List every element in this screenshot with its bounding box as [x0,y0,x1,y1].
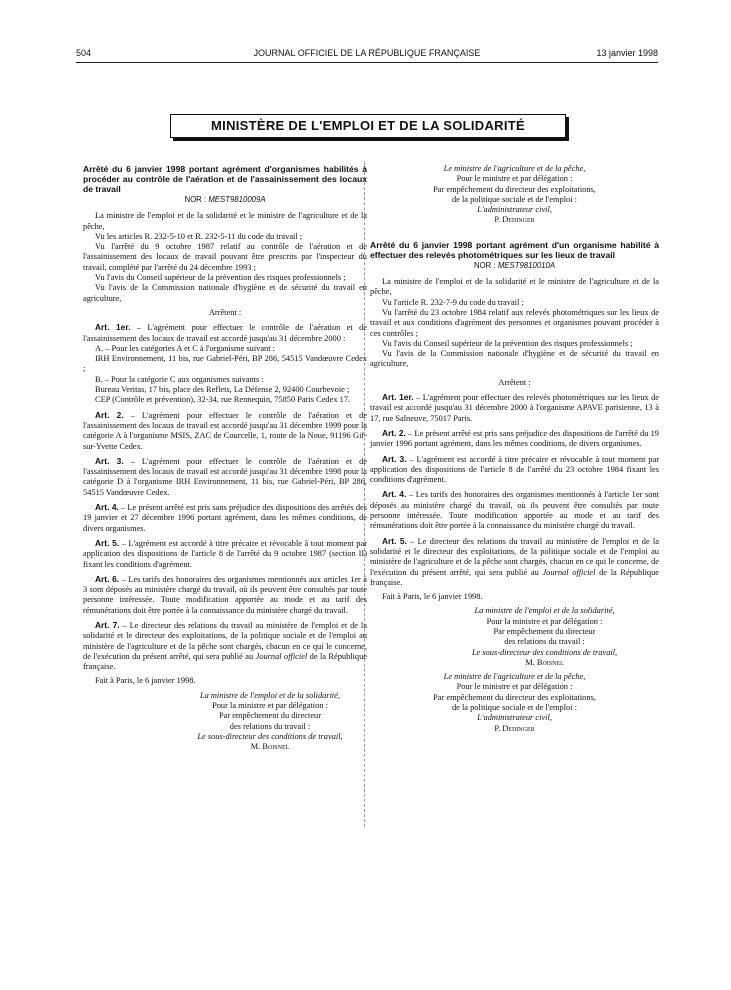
decree-title: Arrêté du 6 janvier 1998 portant agrément d'organismes habilités à procéder au contrôle de l'aération et de l'assainissement des locaux de travail [83,164,367,194]
article-3 [370,454,659,486]
article-label: Art. 6. [95,573,120,584]
ministry-heading: MINISTÈRE DE L'EMPLOI ET DE LA SOLIDARITÉ [170,114,566,138]
article-1 [83,322,367,344]
signatory-title: La ministre de l'emploi et de la solidarité, [199,690,341,700]
right-column [370,164,659,734]
journal-title: JOURNAL OFFICIEL DE LA RÉPUBLIQUE FRANÇAISE [253,48,481,58]
signatory-line: de la politique sociale et de l'emploi : [451,703,577,713]
article-label: Art. 3. [382,453,407,464]
nor-code: MEST9810010A [497,260,556,270]
article-4 [83,502,367,534]
signatory-line: de la politique sociale et de l'emploi : [451,194,577,204]
nor-reference [83,195,367,205]
article-text: – L'agrément est accordé à titre précaire et révocable à tout moment par application des dispositions de l'article 8 de l'arrêté du 9 octobre 1987 (section II) fixant les conditions d'agrément. [83,538,367,569]
page-number: 504 [76,48,92,58]
signatory-line: Par empêchement du directeur des exploitations, [433,184,596,194]
signatory-title: Le ministre de l'agriculture et de la pêche, [443,672,586,682]
journal-officiel-ref: Journal officiel [542,567,596,577]
article-item: A. – Pour les catégories A et C à l'organisme suivant : [95,343,275,353]
arretent: Arrêtent : [498,377,531,387]
article-2 [370,428,659,450]
signatory-line: des relations du travail : [229,721,311,731]
nor-label: NOR : [184,195,207,204]
signature-place-date: Fait à Paris, le 6 janvier 1998. [95,676,196,686]
preamble: La ministre de l'emploi et de la solidarité et le ministre de l'agriculture et de la pêche, [83,211,367,231]
signatory-title: L'administrateur civil, [477,713,552,723]
visa: Vu l'article R. 232-7-9 du code du travail ; [382,297,524,307]
article-text: – Les tarifs des honoraires des organismes mentionnés aux articles 1er à 3 sont déposés au ministère chargé du travail, où ils peuvent être consultés par toute personne intéressée. Toute modification apportée au mode et au tarif des rémunérations doit être portée à la connaissance du ministère chargé du travail. [83,574,367,615]
visa: Vu l'avis de la Commission nationale d'hygiène et de sécurité du travail en agriculture, [370,349,659,369]
signatory-line: Pour la ministre et par délégation : [486,616,603,626]
article-item: Bureau Veritas, 17 bis, place des Reflets, La Défense 2, 92400 Courbevoie ; [95,385,350,395]
carryover-signature-block [370,164,659,226]
article-1 [370,392,659,424]
issue-date: 13 janvier 1998 [596,48,658,58]
signatory-line: Pour le ministre et par délégation : [456,682,573,692]
nor-code: MEST9810009A [208,195,266,204]
page-header [76,48,658,62]
article-item: IRH Environnement, 11 bis, rue Gabriel-Péri, BP 286, 54515 Vandœuvre Cedex ; [83,354,367,374]
article-label: Art. 4. [382,489,407,500]
signatory-name: M. Boisnel [525,657,564,667]
article-text: – Le directeur des relations du travail au ministère de l'emploi et de la solidarité et le directeur des exploitations, de la politique sociale et de l'emploi au ministère de l'agriculture et de la pêche sont chargés, chacun en ce qui le concerne, de l'exécution du présent arrêté, qui sera publié au [370,536,659,577]
article-label: Art. 7. [95,619,120,630]
nor-label: NOR : [473,260,496,270]
preamble: La ministre de l'emploi et de la solidarité et le ministre de l'agriculture et de la pêche, [370,277,659,297]
visa: Vu l'avis du Conseil supérieur de la prévention des risques professionnels ; [382,338,633,348]
signatory-title: La ministre de l'emploi et de la solidarité, [474,606,615,616]
signature-block [173,691,367,753]
article-label: Art. 1er. [382,392,414,403]
arretent: Arrêtent : [208,307,242,317]
visa: Vu l'arrêté du 9 octobre 1987 relatif au contrôle de l'aération et de l'assainissement des locaux de travail pouvant être prescrits par l'inspecteur du travail, complété par l'arrêté du 24 décembre 1993 ; [83,242,367,272]
visa: Vu l'avis du Conseil supérieur de la prévention des risques professionnels ; [95,273,346,283]
article-item: B. – Pour la catégorie C aux organismes suivants : [95,374,264,384]
article-text: – L'agrément est accordé à titre précaire et révocable à tout moment par application des dispositions de l'article 8 de l'arrêté du 23 octobre 1984 fixant les conditions d'agrément. [370,454,659,485]
signature-block [370,672,659,734]
article-text: de la République française. [370,567,660,587]
visa: Vu l'avis de la Commission nationale d'hygiène et de sécurité du travail en agriculture, [83,283,367,303]
article-text: – L'agrément pour effectuer le contrôle de l'aération et de l'assainissement des locaux de travail est accordé jusqu'au 31 décembre 1998 pour la catégorie D à l'organisme IRH Environnement, 11 bis, rue Gabriel-Péri, BP 286, 54515 Vandœuvre Cedex. [83,456,367,497]
article-5 [83,538,367,570]
article-text: – Le présent arrêté est pris sans préjudice des dispositions des arrêtés des 19 janvier et 27 décembre 1996 portant agrément, dans les mêmes conditions, de divers organismes. [83,503,367,533]
left-column [83,164,367,753]
article-7 [83,620,367,672]
signatory-line: Pour la ministre et par délégation : [212,701,328,711]
journal-officiel-ref: Journal officiel [255,651,308,661]
signatory-line: Par empêchement du directeur des exploitations, [433,692,596,702]
signatory-title: L'administrateur civil, [477,205,552,215]
signatory-line: des relations du travail : [504,637,585,647]
signatory-title: Le sous-directeur des conditions de travail, [197,731,343,741]
article-text: de la République française. [83,651,368,672]
signatory-name: P. Dedinger [494,215,535,225]
signatory-line: Par empêchement du directeur [218,711,322,721]
article-text: – Le présent arrêté est pris sans préjudice des dispositions de l'arrêté du 19 janvier 1996 portant agrément, dans les mêmes conditions, de divers organismes. [370,428,659,449]
article-label: Art. 5. [382,535,407,546]
article-4 [370,489,659,531]
article-label: Art. 1er. [95,322,131,333]
header-rule [76,62,658,63]
article-text: – L'agrément pour effectuer le contrôle de l'aération et de l'assainissement des locaux de travail est accordé jusqu'au 31 décembre 1999 pour la catégorie A à l'organisme MSIS, ZAC de Courcelle, 1, route de la Noue, 91196 Gif-sur-Yvette Cedex. [83,410,367,451]
visa: Vu l'arrêté du 23 octobre 1984 relatif aux relevés photométriques sur les lieux de travail et aux conditions d'agrément des personnes et organismes pouvant procéder à ces contrôles ; [370,307,659,338]
article-5 [370,536,659,588]
signatory-title: Le ministre de l'agriculture et de la pêche, [443,164,586,173]
signatory-title: Le sous-directeur des conditions de travail, [471,647,618,657]
article-6 [83,574,367,616]
article-text: – L'agrément pour effectuer le contrôle de l'aération et de l'assainissement des locaux de travail est accordé jusqu'au 31 décembre 2000 : [83,323,367,343]
article-label: Art. 4. [95,502,119,513]
signatory-line: Pour le ministre et par délégation : [456,174,573,184]
nor-reference [370,261,659,271]
article-label: Art. 3. [95,455,124,466]
article-label: Art. 2. [95,409,124,420]
signatory-name: M. Boisnel [250,742,290,752]
visa: Vu les articles R. 232-5-10 et R. 232-5-11 du code du travail ; [95,231,303,241]
signatory-line: Par empêchement du directeur [493,626,596,636]
article-3 [83,456,367,498]
article-2 [83,410,367,452]
article-text: – Les tarifs des honoraires des organismes mentionnés à l'article 1er sont déposés au ministère chargé du travail, où ils peuvent être consultés par toute personne intéressée. Toute modification apportée au mode et au tarif des rémunérations doit être portée à la connaissance du ministère chargé du travail. [370,490,659,531]
signature-block [430,606,659,668]
article-text: – L'agrément pour effectuer des relevés photométriques sur les lieux de travail est accordé jusqu'au 31 décembre 2000 à l'organisme APAVE parisienne, 13 à 17, rue Salneuve, 75017 Paris. [370,393,659,423]
article-label: Art. 5. [95,537,120,548]
article-label: Art. 2. [382,427,406,438]
decree-title: Arrêté du 6 janvier 1998 portant agrément d'un organisme habilité à effectuer des relevés photométriques sur les lieux de travail [370,239,659,260]
signature-place-date: Fait à Paris, le 6 janvier 1998. [382,592,483,602]
signatory-name: P. Dedinger [494,723,535,733]
article-item: CEP (Contrôle et prévention), 32-34, rue Rennequin, 75850 Paris Cedex 17. [95,395,351,405]
article-text: – Le directeur des relations du travail au ministère de l'emploi et de la solidarité et le directeur des exploitations, de la politique sociale et de l'emploi au ministère de l'agriculture et de la pêche sont chargés, chacun en ce qui le concerne, de l'exécution du présent arrêté, qui sera publié au [83,620,367,661]
